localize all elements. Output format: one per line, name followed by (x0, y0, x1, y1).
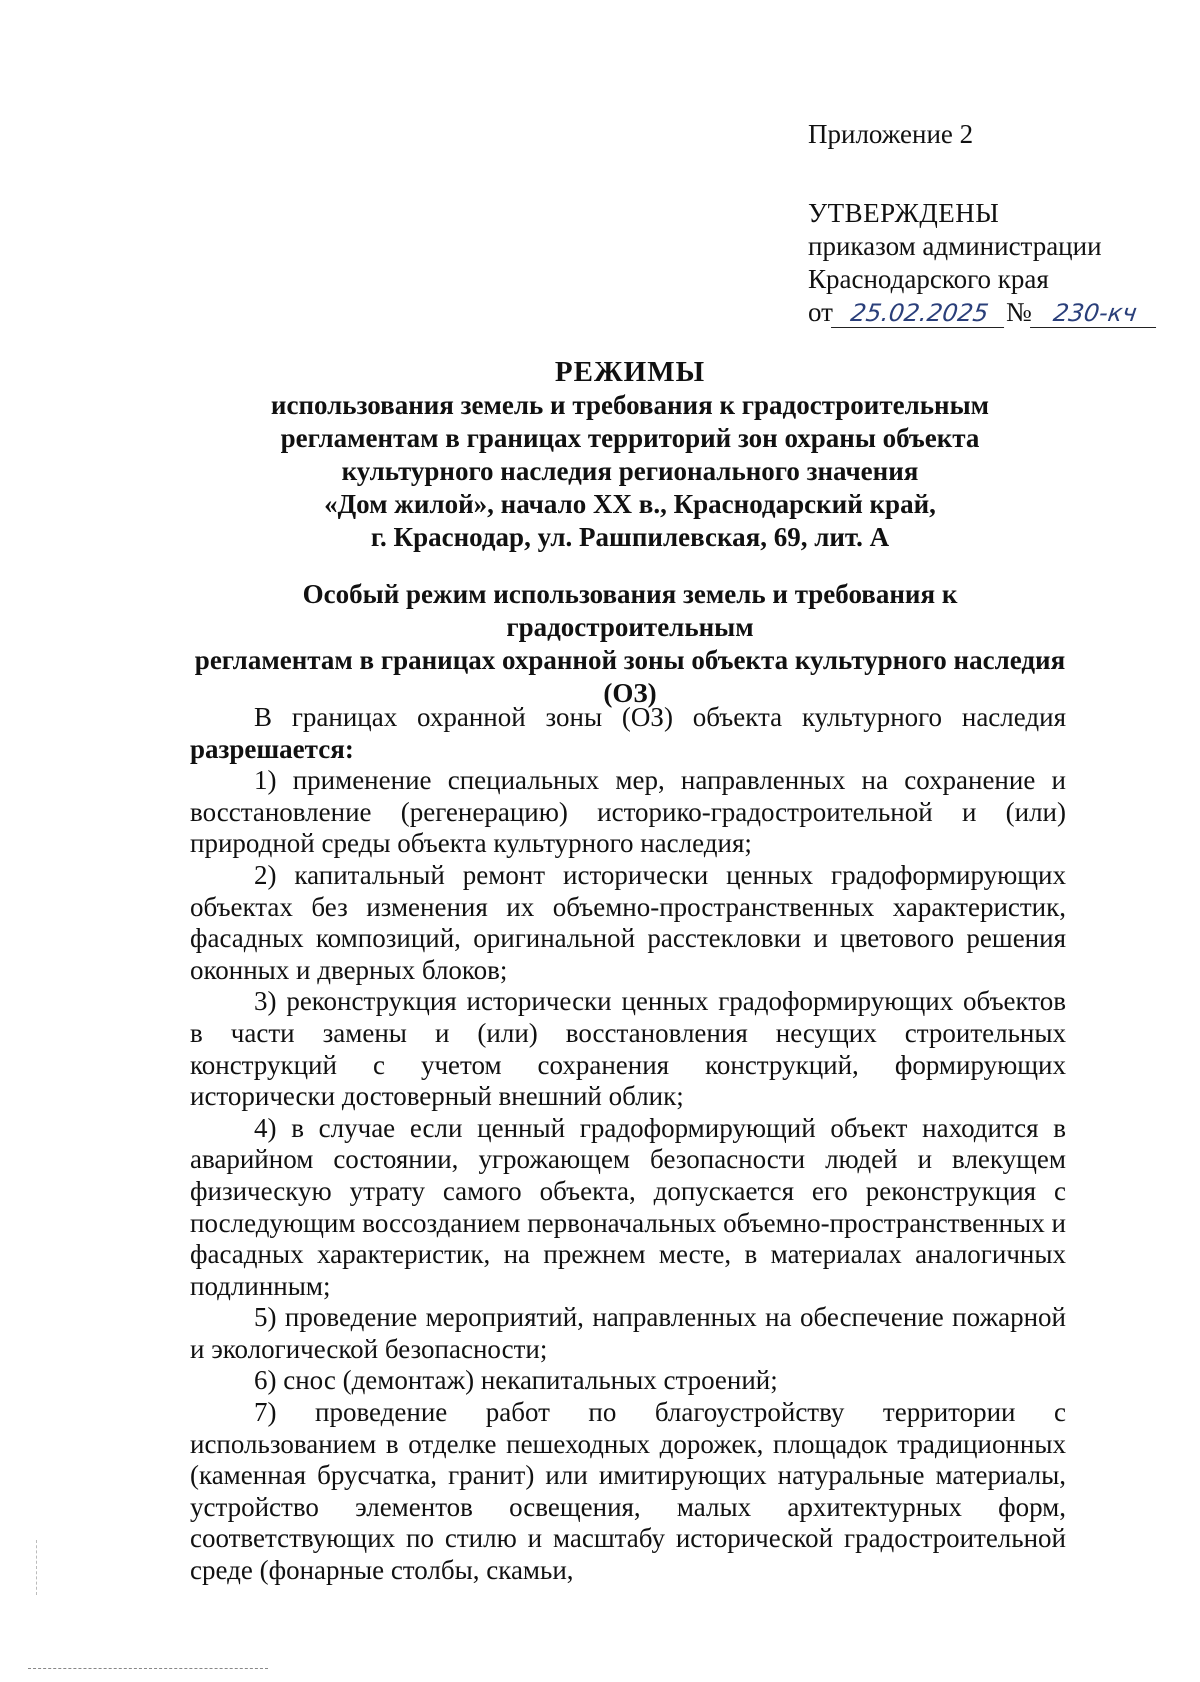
list-item-2: 2) капитальный ремонт исторически ценных градоформирующих объектах без изменения их объемно-пространственных характеристик, фасадных композиций, оригинальной расстекловки и цветового решения оконных и дверных блоков; (190, 859, 1066, 985)
section-line-1: Особый режим использования земель и требования к градостроительным (302, 579, 958, 642)
title-line-3: культурного наследия регионального значения (341, 456, 919, 486)
title-line-4: «Дом жилой», начало XX в., Краснодарский край, (324, 489, 936, 519)
title-line-2: регламентам в границах территорий зон охраны объекта (280, 423, 980, 453)
section-line-3: (ОЗ) (603, 678, 657, 708)
title-main: РЕЖИМЫ (554, 356, 706, 388)
list-item-3: 3) реконструкция исторически ценных градоформирующих объектов в части замены и (или) восстановления несущих строительных конструкций с учетом сохранения конструкций, формирующих исторически достоверный внешний облик; (190, 986, 1066, 1112)
date-prefix: от (808, 297, 833, 327)
approved-label: УТВЕРЖДЕНЫ (808, 198, 1000, 228)
list-item-4: 4) в случае если ценный градоформирующий объект находится в аварийном состоянии, угрожающем безопасности людей и влекущем физическую утрату самого объекта, допускается его реконструкция с последующим воссозданием первоначальных объемно-пространственных и фасадных характеристик, на прежнем месте, в материалах аналогичных подлинным; (190, 1112, 1066, 1301)
order-date-number-line (808, 296, 1188, 329)
document-title (185, 356, 1075, 554)
approved-by-line-1: приказом администрации (808, 231, 1102, 261)
section-line-2: регламентам в границах охранной зоны объекта культурного наследия (194, 645, 1066, 675)
approval-block (808, 118, 1188, 329)
section-heading (185, 578, 1075, 710)
number-prefix: № (1005, 297, 1032, 327)
annex-label: Приложение 2 (808, 119, 974, 149)
footer-divider (28, 1668, 268, 1669)
handwritten-date: 25.02.2025 (831, 299, 1008, 328)
intro-text: В границах охранной зоны (ОЗ) объекта культурного наследия (254, 702, 1066, 732)
scan-margin-mark (36, 1540, 39, 1595)
list-item-5: 5) проведение мероприятий, направленных на обеспечение пожарной и экологической безопасности; (190, 1302, 1066, 1364)
list-item-6: 6) снос (демонтаж) некапитальных строений; (254, 1365, 778, 1396)
title-line-5: г. Краснодар, ул. Рашпилевская, 69, лит. А (370, 522, 890, 552)
body-text (190, 702, 1066, 1587)
list-item-7: 7) проведение работ по благоустройству территории с использованием в отделке пешеходных дорожек, площадок традиционных (каменная брусчатка, гранит) или имитирующих натуральные материалы, устройство элементов освещения, малых архитектурных форм, соответствующих по стилю и масштабу исторической градостроительной среде (фонарные столбы, скамьи, (190, 1397, 1066, 1586)
handwritten-number: 230-кч (1030, 299, 1160, 328)
intro-paragraph (190, 702, 1066, 765)
intro-bold: разрешается: (190, 733, 354, 764)
title-line-1: использования земель и требования к градостроительным (270, 390, 990, 420)
approved-by-line-2: Краснодарского края (808, 264, 1049, 294)
list-item-1: 1) применение специальных мер, направленных на сохранение и восстановление (регенерацию) историко-градостроительной и (или) природной среды объекта культурного наследия; (190, 765, 1066, 859)
